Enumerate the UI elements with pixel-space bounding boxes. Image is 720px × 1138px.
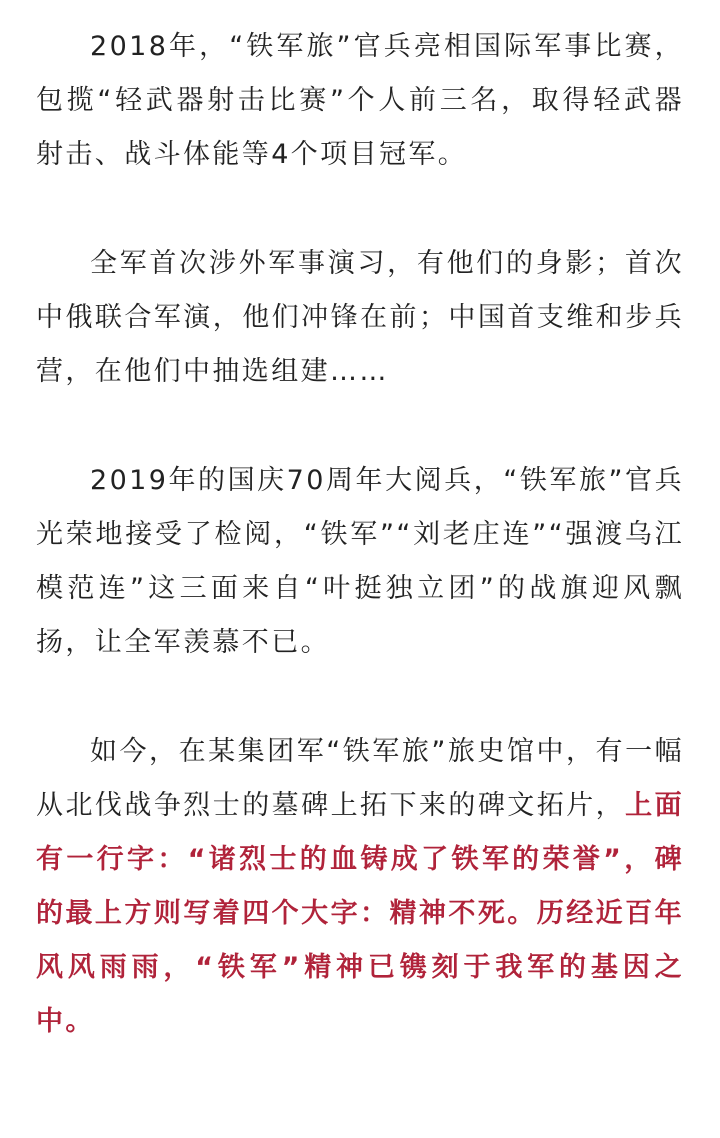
article-body: [36, 20, 684, 1104]
paragraph-parade: 2019年的国庆70周年大阅兵，“铁军旅”官兵光荣地接受了检阅，“铁军”“刘老庄连”“强渡乌江模范连”这三面来自“叶挺独立团”的战旗迎风飘扬，让全军羡慕不已。: [36, 465, 684, 658]
paragraph-exercises: 全军首次涉外军事演习，有他们的身影；首次中俄联合军演，他们冲锋在前；中国首支维和步兵营，在他们中抽选组建……: [36, 248, 684, 387]
paragraph-museum-text: 如今，在某集团军“铁军旅”旅史馆中，有一幅从北伐战争烈士的墓碑上拓下来的碑文拓片，: [36, 736, 684, 821]
highlighted-quote: 上面有一行字：“诸烈士的血铸成了铁军的荣誉”，碑的最上方则写着四个大字：精神不死。历经近百年风风雨雨，“铁军”精神已镌刻于我军的基因之中。: [36, 790, 684, 1037]
paragraph-museum: [36, 725, 684, 1049]
paragraph-competition: 2018年，“铁军旅”官兵亮相国际军事比赛，包揽“轻武器射击比赛”个人前三名，取得轻武器射击、战斗体能等4个项目冠军。: [36, 31, 684, 170]
